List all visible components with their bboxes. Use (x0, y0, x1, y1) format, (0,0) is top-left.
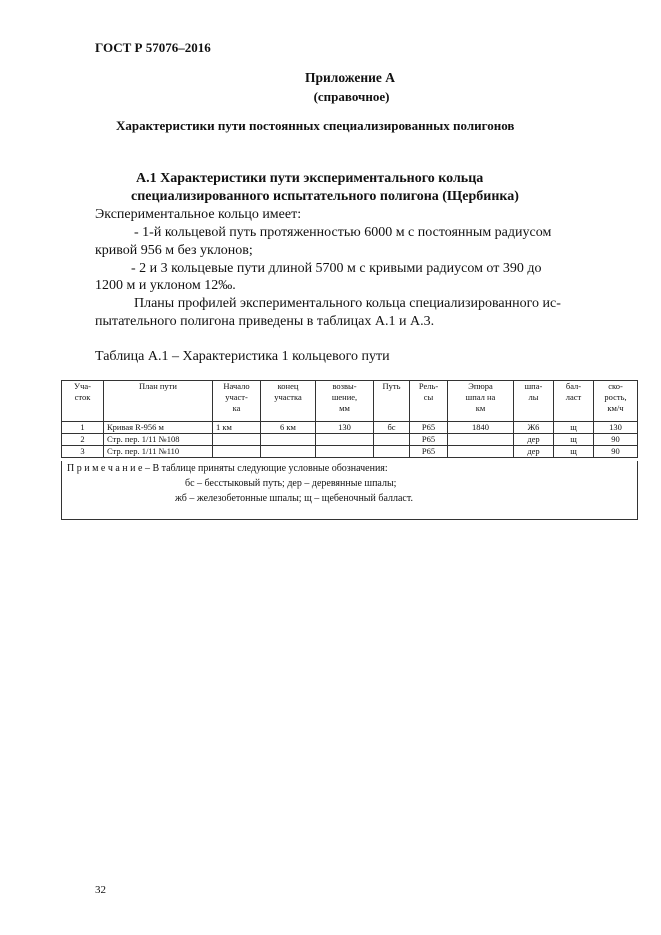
table-cell (213, 446, 261, 458)
table-header-row (62, 381, 638, 422)
table-cell: Стр. пер. 1/11 №108 (104, 434, 213, 446)
table-row (62, 446, 638, 458)
table-cell (261, 446, 316, 458)
body-line: кривой 956 м без уклонов; (95, 243, 253, 258)
body-line: - 1-й кольцевой путь протяженностью 6000 м с постоянным радиусом (134, 225, 552, 240)
table-cell: 90 (594, 434, 638, 446)
table-cell: Р65 (410, 422, 448, 434)
table-cell: 2 (62, 434, 104, 446)
header-cell: конец участка (261, 381, 316, 422)
table-row (62, 422, 638, 434)
header-cell: Уча- сток (62, 381, 104, 422)
header-cell: шпа- лы (514, 381, 554, 422)
table-cell: Р65 (410, 434, 448, 446)
header-cell: возвы- шение, мм (316, 381, 374, 422)
table-note (61, 461, 638, 520)
section-title-line-2: специализированного испытательного полигона (Щербинка) (131, 189, 519, 204)
body-line: 1200 м и уклоном 12‰. (95, 278, 236, 293)
header-cell: Начало участ- ка (213, 381, 261, 422)
table-cell: дер (514, 434, 554, 446)
table-cell (261, 434, 316, 446)
table-cell: 3 (62, 446, 104, 458)
page-number: 32 (95, 884, 106, 896)
header-cell: Эпюра шпал на км (448, 381, 514, 422)
table-cell: Ж6 (514, 422, 554, 434)
table-cell: дер (514, 446, 554, 458)
header-cell: Путь (374, 381, 410, 422)
table-cell: щ (554, 434, 594, 446)
table-cell: щ (554, 422, 594, 434)
table-cell: щ (554, 446, 594, 458)
appendix-title: Приложение А (304, 70, 396, 85)
table-cell: 130 (594, 422, 638, 434)
table-cell: 130 (316, 422, 374, 434)
header-cell: План пути (104, 381, 213, 422)
table-cell: 6 км (261, 422, 316, 434)
table-cell: бс (374, 422, 410, 434)
body-line: Экспериментальное кольцо имеет: (95, 207, 302, 222)
table-cell (374, 446, 410, 458)
appendix-heading: Характеристики пути постоянных специализированных полигонов (116, 118, 515, 133)
header-cell: Рель- сы (410, 381, 448, 422)
table-cell: 1840 (448, 422, 514, 434)
header-cell: ско- рость, км/ч (594, 381, 638, 422)
section-title-line-1: А.1 Характеристики пути экспериментального кольца (136, 171, 484, 186)
body-line: - 2 и 3 кольцевые пути длиной 5700 м с кривыми радиусом от 390 до (131, 261, 542, 276)
table-cell: 1 км (213, 422, 261, 434)
table-cell: 1 (62, 422, 104, 434)
appendix-subtitle: (справочное) (313, 89, 390, 104)
body-line: пытательного полигона приведены в таблицах А.1 и А.3. (95, 314, 435, 329)
note-line: жб – железобетонные шпалы; щ – щебеночный балласт. (175, 493, 413, 504)
table-cell (213, 434, 261, 446)
table-cell (448, 446, 514, 458)
note-line: П р и м е ч а н и е – В таблице приняты следующие условные обозначения: (67, 463, 388, 474)
table-cell: Стр. пер. 1/11 №110 (104, 446, 213, 458)
standard-number: ГОСТ Р 57076–2016 (95, 40, 211, 55)
table-cell (448, 434, 514, 446)
table-cell: Кривая R-956 м (104, 422, 213, 434)
table-cell (374, 434, 410, 446)
track-characteristics-table (61, 380, 638, 458)
table-cell: 90 (594, 446, 638, 458)
table-caption: Таблица А.1 – Характеристика 1 кольцевого пути (95, 349, 390, 364)
table-cell (316, 434, 374, 446)
table-row (62, 434, 638, 446)
table-cell (316, 446, 374, 458)
body-line: Планы профилей экспериментального кольца специализированного ис- (134, 296, 561, 311)
note-line: бс – бесстыковый путь; дер – деревянные шпалы; (185, 478, 397, 489)
table-cell: Р65 (410, 446, 448, 458)
header-cell: бал- ласт (554, 381, 594, 422)
